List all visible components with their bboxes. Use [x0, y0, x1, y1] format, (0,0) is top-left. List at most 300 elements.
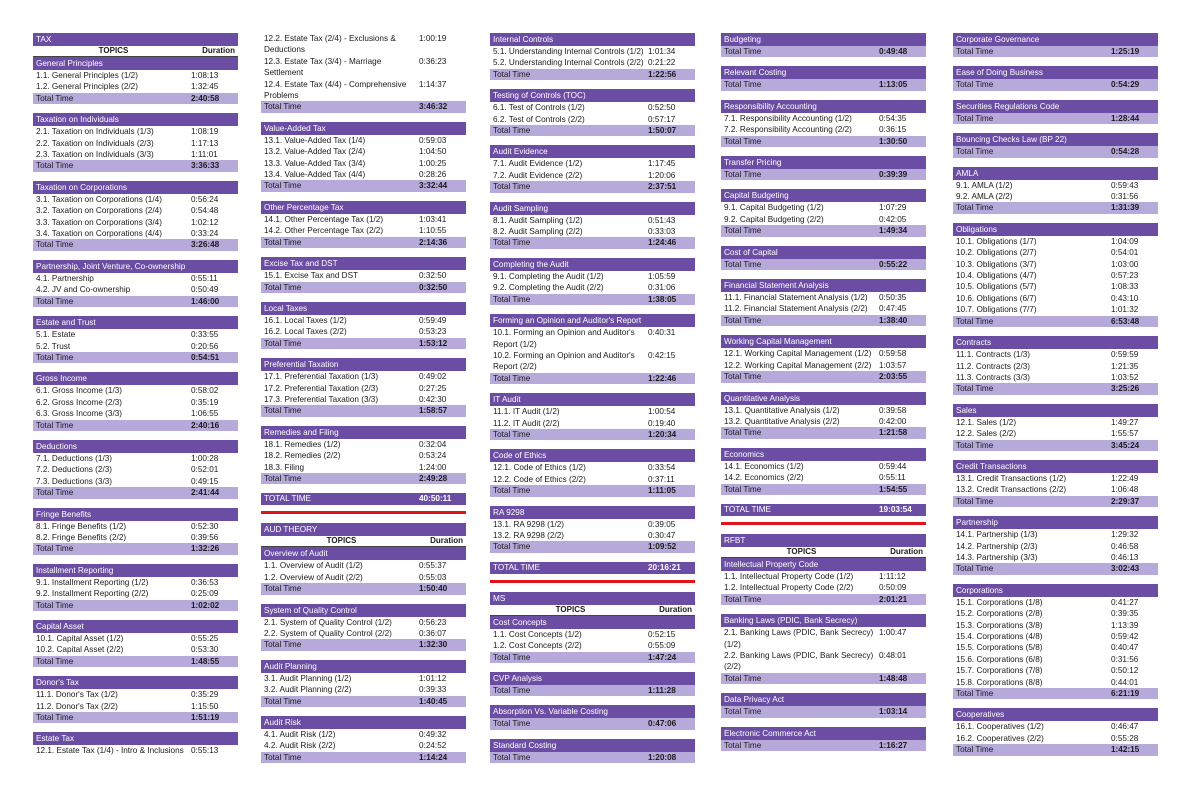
section-header: Partnership, Joint Venture, Co-ownership: [33, 260, 238, 273]
topic-name: 1.1. Overview of Audit (1/2): [264, 561, 363, 571]
topic-row: [33, 329, 238, 340]
total-label: Total Time: [264, 406, 302, 416]
total-value: 1:32:30: [419, 640, 448, 650]
topic-duration: 0:59:44: [879, 461, 907, 471]
topic-name: 4.1. Audit Risk (1/2): [264, 730, 336, 740]
total-value: 1:11:05: [648, 486, 676, 496]
total-label: Total Time: [724, 484, 762, 494]
section-block: [953, 100, 1158, 124]
section-header: Estate and Trust: [33, 316, 238, 329]
topic-duration: 1:21:35: [1111, 361, 1139, 371]
topic-row: [261, 462, 466, 473]
total-label: Total Time: [36, 161, 74, 171]
section-header: Absorption Vs. Variable Costing: [490, 705, 695, 718]
topics-header: [490, 605, 695, 616]
topic-duration: 1:03:41: [419, 214, 447, 224]
section-total: [33, 239, 238, 250]
total-value: 1:38:05: [648, 294, 677, 304]
topic-duration: 0:40:47: [1111, 643, 1139, 653]
topic-name: 14.1. Partnership (1/3): [956, 530, 1038, 540]
section-header: AMLA: [953, 167, 1158, 180]
section-total: [721, 46, 926, 57]
section-header: Economics: [721, 448, 926, 461]
topic-duration: 0:28:26: [419, 170, 447, 180]
total-label: Total Time: [493, 294, 531, 304]
section-total: [261, 639, 466, 650]
topic-row: [953, 428, 1158, 439]
topic-name: 7.1. Deductions (1/3): [36, 453, 113, 463]
topic-name: 10.1. Obligations (1/7): [956, 236, 1037, 246]
section-header: Completing the Audit: [490, 258, 695, 271]
topic-row: [721, 360, 926, 371]
topic-duration: 1:20:06: [648, 170, 676, 180]
section-block: [953, 516, 1158, 575]
topic-name: 3.1. Taxation on Corporations (1/4): [36, 194, 162, 204]
section-block: [490, 258, 695, 305]
section-block: [953, 66, 1158, 90]
topic-row: [721, 582, 926, 593]
topic-row: [261, 673, 466, 684]
topic-name: 14.2. Partnership (2/3): [956, 541, 1038, 551]
topic-name: 3.2. Audit Planning (2/2): [264, 685, 352, 695]
topic-duration: 1:08:33: [1111, 282, 1139, 292]
topic-duration: 0:35:29: [191, 690, 219, 700]
topic-row: [261, 617, 466, 628]
section-block: [261, 201, 466, 248]
topic-row: [953, 473, 1158, 484]
topic-row: [490, 462, 695, 473]
total-value: 1:40:45: [419, 696, 448, 706]
total-label: Total Time: [264, 338, 302, 348]
topic-name: 7.3. Deductions (3/3): [36, 476, 113, 486]
topic-name: 1.1. General Principles (1/2): [36, 71, 138, 80]
section-header: AUD THEORY: [261, 523, 466, 536]
topic-name: 11.2. IT Audit (2/2): [493, 418, 560, 428]
topic-duration: 0:33:03: [648, 227, 676, 237]
topic-row: [721, 650, 926, 673]
topic-duration: 1:08:19: [191, 127, 219, 137]
topic-duration: 0:55:11: [879, 473, 906, 483]
section-total: [490, 652, 695, 663]
topic-row: [721, 416, 926, 427]
section-total: [721, 484, 926, 495]
topic-duration: 0:54:48: [191, 206, 219, 216]
total-label: Total Time: [264, 640, 302, 650]
topic-row: [33, 217, 238, 228]
topic-row: [33, 532, 238, 543]
topic-row: [953, 417, 1158, 428]
section-header: Audit Evidence: [490, 145, 695, 158]
section-header: Sales: [953, 404, 1158, 417]
section-total: [721, 259, 926, 270]
topic-row: [261, 383, 466, 394]
section-header: Obligations: [953, 223, 1158, 236]
topic-row: [261, 371, 466, 382]
topic-row: [261, 169, 466, 180]
total-label: Total Time: [956, 147, 994, 157]
topic-row: [261, 450, 466, 461]
section-header: Remedies and Filing: [261, 426, 466, 439]
topic-name: 2.1. Banking Laws (PDIC, Bank Secrecy) (1/2): [724, 628, 874, 649]
topic-name: 11.2. Donor's Tax (2/2): [36, 701, 118, 711]
section-block: [721, 100, 926, 147]
topic-name: 2.2. System of Quality Control (2/2): [264, 629, 392, 638]
section-block: [261, 547, 466, 594]
topic-name: 10.2. Forming an Opinion and Auditor's Report (2/2): [493, 350, 635, 372]
section-block: [261, 302, 466, 349]
section-header: Deductions: [33, 440, 238, 453]
section-block: [721, 558, 926, 605]
total-label: Total Time: [956, 689, 994, 699]
topic-row: [33, 194, 238, 205]
total-value: 3:32:44: [419, 181, 448, 191]
topic-name: 9.1. Capital Budgeting (1/2): [724, 203, 824, 213]
topic-row: [33, 205, 238, 216]
topic-duration: 0:55:13: [191, 746, 219, 756]
topic-row: [33, 464, 238, 475]
total-label: Total Time: [956, 203, 994, 213]
topic-duration: 1:08:13: [191, 71, 219, 80]
total-value: 1:20:08: [648, 752, 677, 762]
topic-row: [953, 361, 1158, 372]
section-header: Transfer Pricing: [721, 156, 926, 169]
section-block: [261, 660, 466, 707]
topic-name: 2.2. Taxation on Individuals (2/3): [36, 138, 154, 148]
section-block: [33, 33, 238, 57]
topic-name: 5.2. Understanding Internal Controls (2/2): [493, 58, 644, 68]
total-label: Total Time: [493, 429, 531, 439]
section-block: [953, 336, 1158, 395]
section-block: [953, 404, 1158, 451]
topic-name: 6.1. Gross Income (1/3): [36, 386, 123, 396]
topic-duration: 1:00:28: [191, 453, 219, 463]
topic-name: 5.2. Trust: [36, 341, 71, 351]
topic-row: [261, 684, 466, 695]
topic-duration: 0:42:05: [879, 214, 907, 224]
total-label: Total Time: [724, 594, 762, 604]
topic-duration: 0:30:47: [648, 530, 676, 540]
section-total: [953, 113, 1158, 124]
topic-row: [490, 271, 695, 282]
topic-duration: 0:41:27: [1111, 597, 1139, 607]
topic-duration: 0:48:01: [879, 650, 907, 660]
topic-row: [490, 226, 695, 237]
topic-duration: 0:25:09: [191, 589, 219, 599]
total-value: 1:47:24: [648, 652, 677, 662]
topic-name: 8.1. Audit Sampling (1/2): [493, 215, 583, 225]
total-value: 1:54:55: [879, 484, 908, 494]
topic-duration: 1:13:39: [1111, 620, 1139, 630]
topic-name: 8.2. Audit Sampling (2/2): [493, 227, 583, 237]
topic-row: [953, 191, 1158, 202]
topic-name: 17.2. Preferential Taxation (2/3): [264, 383, 379, 393]
grand-total-value: 19:03:54: [879, 504, 912, 514]
red-divider: [490, 580, 695, 583]
section-total: [721, 706, 926, 717]
total-value: 1:11:28: [648, 686, 676, 695]
topic-row: [721, 405, 926, 416]
topic-name: 17.1. Preferential Taxation (1/3): [264, 372, 379, 382]
topic-row: [490, 418, 695, 429]
topic-row: [721, 202, 926, 213]
topic-name: 10.2. Obligations (2/7): [956, 248, 1037, 258]
total-label: Total Time: [36, 488, 74, 498]
section-header: Budgeting: [721, 33, 926, 46]
section-total: [490, 752, 695, 763]
topic-name: 15.3. Corporations (3/8): [956, 620, 1043, 630]
topics-header: [261, 536, 466, 547]
topics-label: TOPICS: [786, 546, 817, 556]
total-label: Total Time: [956, 496, 994, 506]
topic-row: [953, 665, 1158, 676]
section-header: Cost Concepts: [490, 616, 695, 629]
topic-name: 13.2. RA 9298 (2/2): [493, 530, 565, 540]
duration-label: Duration: [659, 604, 692, 614]
topic-row: [721, 348, 926, 359]
section-header: Donor's Tax: [33, 676, 238, 689]
section-block: [33, 676, 238, 723]
topic-duration: 0:46:13: [1111, 552, 1139, 562]
topic-name: 1.1. Intellectual Property Code (1/2): [724, 571, 854, 581]
topic-duration: 1:03:00: [1111, 259, 1139, 269]
topic-row: [490, 46, 695, 57]
topic-row: [721, 627, 926, 650]
topic-duration: 0:31:06: [648, 283, 676, 293]
section-header: Overview of Audit: [261, 547, 466, 560]
topic-name: 13.2. Credit Transactions (2/2): [956, 485, 1067, 495]
topic-duration: 0:54:35: [879, 113, 907, 123]
topic-name: 12.1. Estate Tax (1/4) - Intro & Inclusions: [36, 746, 184, 756]
section-block: [953, 33, 1158, 57]
topic-duration: 1:03:57: [879, 360, 907, 370]
section-header: Gross Income: [33, 372, 238, 385]
topic-duration: 0:33:55: [191, 330, 219, 340]
duration-label: Duration: [202, 46, 235, 55]
grand-total-label: TOTAL TIME: [724, 504, 772, 514]
column-aud-theory-ms: [490, 33, 695, 772]
section-block: [33, 372, 238, 431]
topic-row: [261, 214, 466, 225]
topic-name: 2.1. System of Quality Control (1/2): [264, 617, 392, 627]
section-header: Data Privacy Act: [721, 693, 926, 706]
section-block: [33, 316, 238, 363]
topic-duration: 0:54:01: [1111, 248, 1139, 258]
topic-duration: 0:36:07: [419, 629, 447, 638]
topic-name: 12.2. Code of Ethics (2/2): [493, 474, 586, 484]
section-total: [33, 487, 238, 498]
topic-name: 12.1. Code of Ethics (1/2): [493, 463, 586, 473]
section-total: [33, 712, 238, 723]
total-label: Total Time: [264, 102, 302, 112]
topic-name: 10.1. Forming an Opinion and Auditor's Report (1/2): [493, 328, 635, 349]
section-total: [261, 473, 466, 484]
section-total: [33, 352, 238, 363]
topic-row: [953, 631, 1158, 642]
section-header: Taxation on Individuals: [33, 113, 238, 126]
topic-duration: 0:19:40: [648, 418, 676, 428]
section-total: [490, 718, 695, 729]
section-total: [721, 169, 926, 180]
topic-row: [33, 341, 238, 352]
topic-row: [721, 124, 926, 135]
section-total: [490, 485, 695, 496]
topic-name: 3.4. Taxation on Corporations (4/4): [36, 229, 162, 239]
total-label: Total Time: [493, 719, 531, 729]
topic-row: [953, 259, 1158, 270]
topic-duration: 1:01:12: [419, 673, 447, 683]
topic-duration: 1:17:13: [191, 138, 219, 148]
total-label: Total Time: [724, 428, 762, 438]
section-total: [490, 125, 695, 136]
topics-label: TOPICS: [555, 604, 586, 614]
topic-name: 18.1. Remedies (1/2): [264, 439, 341, 449]
topic-duration: 0:36:53: [191, 577, 219, 587]
total-value: 0:54:29: [1111, 80, 1140, 90]
total-value: 1:49:34: [879, 226, 908, 236]
total-label: Total Time: [36, 240, 74, 250]
section-total: [721, 315, 926, 326]
section-block: [261, 122, 466, 192]
topic-name: 14.2. Other Percentage Tax (2/2): [264, 226, 384, 236]
topic-name: 13.3. Value-Added Tax (3/4): [264, 158, 366, 168]
topic-row: [33, 745, 238, 756]
total-label: Total Time: [724, 740, 762, 750]
topic-row: [490, 629, 695, 640]
topic-row: [261, 394, 466, 405]
topic-name: 4.2. JV and Co-ownership: [36, 285, 131, 295]
total-label: Total Time: [493, 652, 531, 662]
topics-label: TOPICS: [98, 46, 129, 55]
section-header: Working Capital Management: [721, 335, 926, 348]
total-value: 0:54:28: [1111, 147, 1140, 157]
topic-duration: 0:39:05: [648, 519, 676, 529]
section-total: [953, 316, 1158, 327]
section-total: [490, 685, 695, 696]
section-block: [721, 727, 926, 751]
topic-duration: 0:50:49: [191, 285, 219, 295]
total-value: 0:55:22: [879, 259, 908, 269]
topic-duration: 1:15:50: [191, 701, 219, 711]
topic-duration: 0:21:22: [648, 58, 676, 68]
topic-duration: 0:55:09: [648, 641, 676, 651]
topic-duration: 1:05:59: [648, 271, 676, 281]
topic-duration: 0:31:56: [1111, 192, 1139, 202]
section-header: Fringe Benefits: [33, 508, 238, 521]
topic-row: [261, 729, 466, 740]
topic-name: 16.1. Local Taxes (1/2): [264, 315, 347, 325]
section-header: Securities Regulations Code: [953, 100, 1158, 113]
topic-row: [490, 406, 695, 417]
section-block: [33, 260, 238, 307]
topic-duration: 0:59:59: [1111, 350, 1139, 360]
total-label: Total Time: [264, 282, 302, 292]
topic-row: [33, 385, 238, 396]
topic-row: [261, 628, 466, 639]
topic-name: 10.5. Obligations (5/7): [956, 282, 1037, 292]
duration-label: Duration: [430, 536, 463, 546]
grand-total: [721, 504, 926, 516]
total-label: Total Time: [724, 259, 762, 269]
topic-duration: 1:01:34: [648, 47, 676, 56]
topic-duration: 1:32:45: [191, 82, 219, 92]
section-block: [261, 426, 466, 485]
total-value: 1:22:46: [648, 373, 677, 383]
topic-name: 12.2. Working Capital Management (2/2): [724, 360, 872, 370]
topic-row: [33, 588, 238, 599]
topic-duration: 0:51:43: [648, 215, 676, 225]
topic-name: 3.2. Taxation on Corporations (2/4): [36, 206, 162, 216]
topic-name: 10.6. Obligations (6/7): [956, 293, 1037, 303]
topics-header: [721, 547, 926, 558]
topic-name: 13.1. Value-Added Tax (1/4): [264, 135, 366, 145]
section-total: [953, 496, 1158, 507]
topic-name: 5.1. Understanding Internal Controls (1/2): [493, 47, 644, 56]
topic-name: 15.8. Corporations (8/8): [956, 677, 1043, 687]
total-label: Total Time: [493, 686, 531, 695]
topic-name: 7.2. Responsibility Accounting (2/2): [724, 125, 852, 135]
total-label: Total Time: [36, 420, 74, 430]
section-total: [33, 296, 238, 307]
topic-duration: 0:59:43: [1111, 180, 1139, 190]
topic-duration: 0:39:56: [191, 532, 219, 542]
topic-row: [490, 640, 695, 651]
topic-row: [261, 158, 466, 169]
topic-name: 13.2. Value-Added Tax (2/4): [264, 147, 366, 157]
section-total: [953, 744, 1158, 755]
section-total: [721, 136, 926, 147]
topic-name: 11.2. Contracts (2/3): [956, 361, 1031, 371]
topic-duration: 0:59:03: [419, 135, 447, 145]
topic-name: 18.3. Filing: [264, 462, 305, 472]
section-total: [953, 79, 1158, 90]
column-rfbt: [953, 33, 1158, 765]
topic-duration: 0:32:04: [419, 439, 447, 449]
section-total: [261, 405, 466, 416]
total-value: 1:14:24: [419, 752, 448, 762]
topic-duration: 0:36:23: [419, 56, 447, 66]
total-value: 1:09:52: [648, 542, 677, 552]
total-label: Total Time: [493, 542, 531, 552]
topic-name: 10.7. Obligations (7/7): [956, 305, 1037, 315]
total-value: 1:20:34: [648, 429, 677, 439]
section-header: Audit Risk: [261, 716, 466, 729]
topic-name: 1.2. General Principles (2/2): [36, 82, 138, 92]
section-block: [721, 693, 926, 717]
topic-name: 11.1. Contracts (1/3): [956, 350, 1031, 360]
section-header: Contracts: [953, 336, 1158, 349]
topic-name: 9.1. Completing the Audit (1/2): [493, 271, 604, 281]
topic-duration: 0:59:49: [419, 315, 447, 325]
total-value: 1:48:48: [879, 673, 908, 683]
section-block: [261, 523, 466, 547]
topic-name: 15.7. Corporations (7/8): [956, 666, 1043, 676]
column-tax-aud-theory: [261, 33, 466, 772]
grand-total-value: 40:50:11: [419, 494, 452, 504]
section-total: [490, 181, 695, 192]
topic-row: [953, 180, 1158, 191]
topic-duration: 0:42:00: [879, 416, 907, 426]
topic-name: 17.3. Preferential Taxation (3/3): [264, 394, 379, 404]
total-value: 1:28:44: [1111, 113, 1140, 123]
topic-row: [33, 701, 238, 712]
total-value: 1:24:46: [648, 238, 677, 248]
total-label: Total Time: [724, 372, 762, 382]
total-value: 1:21:58: [879, 428, 908, 438]
topic-duration: 0:49:15: [191, 476, 219, 486]
section-total: [721, 225, 926, 236]
section-block: [33, 620, 238, 667]
topic-row: [261, 225, 466, 236]
